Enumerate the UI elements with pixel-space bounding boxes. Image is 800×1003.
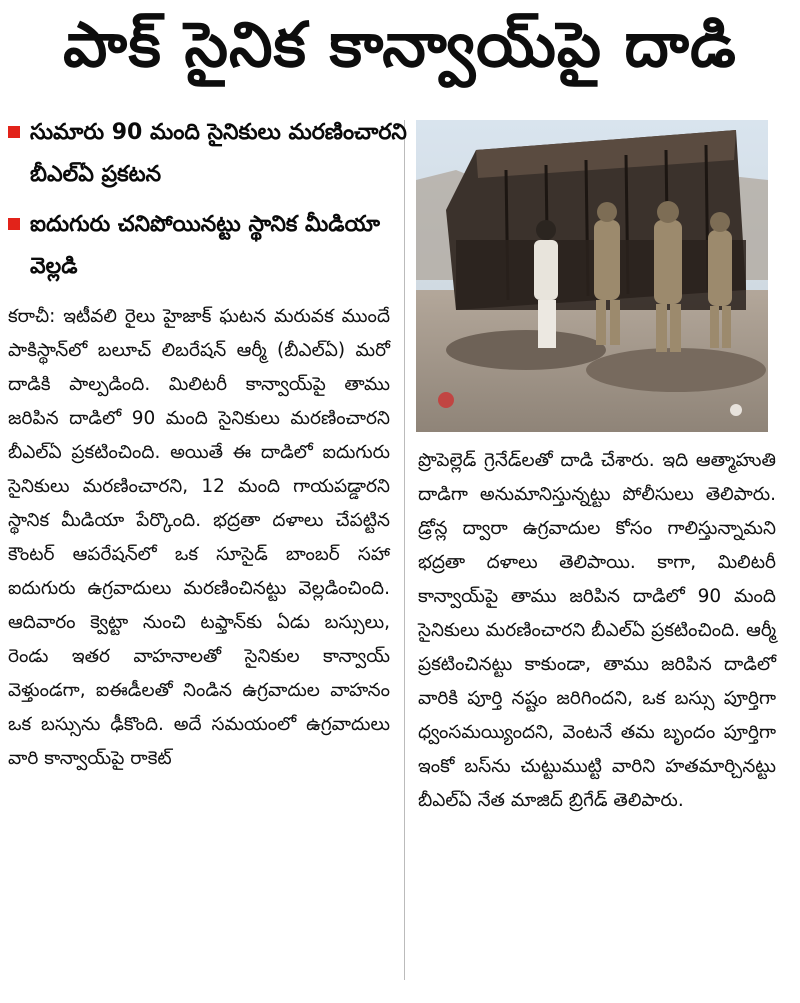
highlight-item — [8, 112, 408, 196]
bullet-marker — [8, 126, 20, 138]
highlight-text: ఐదుగురు చనిపోయినట్టు స్థానిక మీడియా వెల్లడి — [30, 212, 380, 279]
highlights-list — [8, 112, 408, 296]
headline: పాక్ సైనిక కాన్వాయ్‌పై దాడి — [63, 8, 737, 81]
article-column-left: కరాచీ: ఇటీవలి రైలు హైజాక్ ఘటన మరువక ముందే పాకిస్థాన్‌లో బలూచ్ లిబరేషన్ ఆర్మీ (బీఎల్ఏ) మరో దాడికి పాల్పడింది. మిలిటరీ కాన్వాయ్‌పై తాము జరిపిన దాడిలో 90 మంది సైనికులు మరణించారని బీఎల్ఏ ప్రకటించింది. అయితే ఈ దాడిలో ఐదుగురు సైనికులు మరణించారని, 12 మంది గాయపడ్డారని స్థానిక మీడియా పేర్కొంది. భద్రతా దళాలు చేపట్టిన కౌంటర్ ఆపరేషన్‌లో ఒక సూసైడ్ బాంబర్ సహా ఐదుగురు ఉగ్రవాదులు మరణించినట్టు వెల్లడించింది. ఆదివారం క్వెట్టా నుంచి టఫ్తాన్‌కు ఏడు బస్సులు, రెండు ఇతర వాహనాలతో సైనికుల కాన్వాయ్ వెళ్తుండగా, ఐఈడీలతో నిండిన ఉగ్రవాదుల వాహనం ఒక బస్సును ఢీకొంది. అదే సమయంలో ఉగ్రవాదులు వారి కాన్వాయ్‌పై రాకెట్ — [8, 306, 390, 769]
article-column-right: ప్రొపెల్లెడ్ గ్రెనేడ్‌లతో దాడి చేశారు. ఇది ఆత్మాహుతి దాడిగా అనుమానిస్తున్నట్టు పోలీసులు తెలిపారు. డ్రోన్ల ద్వారా ఉగ్రవాదుల కోసం గాలిస్తున్నామని భద్రతా దళాలు తెలిపాయి. కాగా, మిలిటరీ కాన్వాయ్‌పై తాము జరిపిన దాడిలో 90 మంది సైనికులు మరణించారని బీఎల్ఏ ప్రకటించింది. ఆర్మీ ప్రకటించినట్టు కాకుండా, తాము జరిపిన దాడిలో వారికి పూర్తి నష్టం జరిగిందని, ఒక బస్సు పూర్తిగా ధ్వంసమయ్యిందని, వెంటనే తమ బృందం పూర్తిగా ఇంకో బస్‌ను చుట్టుముట్టి వారిని హతమార్చినట్టు బీఎల్ఏ నేత మాజిద్ బ్రిగేడ్ తెలిపారు. — [418, 450, 776, 811]
news-photo-burnt-bus — [416, 120, 768, 432]
bullet-marker — [8, 218, 20, 230]
photo-illustration — [416, 120, 768, 432]
highlight-item — [8, 204, 408, 288]
highlight-text: సుమారు 90 మంది సైనికులు మరణించారని బీఎల్ఏ ప్రకటన — [30, 120, 407, 187]
